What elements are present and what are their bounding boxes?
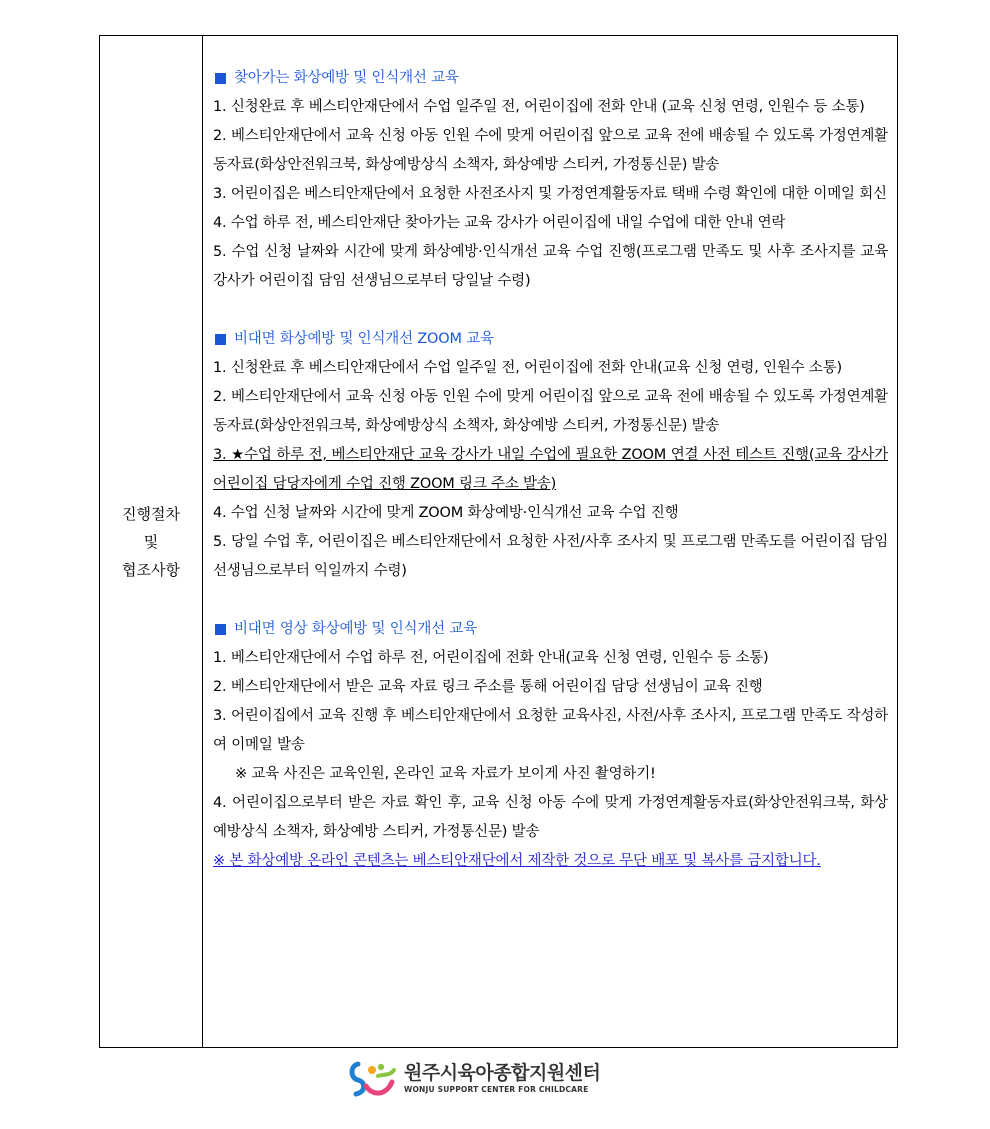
row-label-line-1: 진행절차 <box>122 504 180 523</box>
procedure-table <box>99 35 898 1048</box>
photo-note: ※ 교육 사진은 교육인원, 온라인 교육 자료가 보이게 사진 촬영하기! <box>235 766 656 782</box>
list-item: 2. 베스티안재단에서 받은 교육 자료 링크 주소를 통해 어린이집 담당 선생님이 교육 진행 <box>213 679 763 695</box>
list-item: 5. 당일 수업 후, 어린이집은 베스티안재단에서 요청한 사전/사후 조사지 및 프로그램 만족도를 어린이집 담임 선생님으로부터 익일까지 수령) <box>213 534 888 579</box>
row-label-line-2: 및 <box>143 532 159 551</box>
square-bullet-icon <box>215 624 226 635</box>
list-item: 1. 베스티안재단에서 수업 하루 전, 어린이집에 전화 안내(교육 신청 연령, 인원수 등 소통) <box>213 650 769 666</box>
list-item: 1. 신청완료 후 베스티안재단에서 수업 일주일 전, 어린이집에 전화 안내 (교육 신청 연령, 인원수 등 소통) <box>213 99 865 115</box>
section-title-video <box>213 615 888 644</box>
section-title-zoom <box>213 325 888 354</box>
row-label-line-3: 협조사항 <box>122 560 180 579</box>
copyright-notice: ※ 본 화상예방 온라인 콘텐츠는 베스티안재단에서 제작한 것으로 무단 배포 및 복사를 금지합니다. <box>213 853 821 869</box>
org-name-english: WONJU SUPPORT CENTER FOR CHILDCARE <box>404 1085 589 1094</box>
section-title-visiting <box>213 64 888 93</box>
row-label-cell <box>100 36 203 1047</box>
list-item: 2. 베스티안재단에서 교육 신청 아동 인원 수에 맞게 어린이집 앞으로 교육 전에 배송될 수 있도록 가정연계활동자료(화상안전워크북, 화상예방상식 소책자, 화상예방 스티커, 가정통신문) 발송 <box>213 389 888 434</box>
footer-logo <box>348 1056 600 1100</box>
list-item: 1. 신청완료 후 베스티안재단에서 수업 일주일 전, 어린이집에 전화 안내(교육 신청 연령, 인원수 소통) <box>213 360 842 376</box>
list-item: 5. 수업 신청 날짜와 시간에 맞게 화상예방·인식개선 교육 수업 진행(프로그램 만족도 및 사후 조사지를 교육 강사가 어린이집 담임 선생님으로부터 당일날 수령) <box>213 244 888 289</box>
list-item: 3. 어린이집에서 교육 진행 후 베스티안재단에서 요청한 교육사진, 사전/사후 조사지, 프로그램 만족도 작성하여 이메일 발송 <box>213 708 888 753</box>
list-item: 2. 베스티안재단에서 교육 신청 아동 인원 수에 맞게 어린이집 앞으로 교육 전에 배송될 수 있도록 가정연계활동자료(화상안전워크북, 화상예방상식 소책자, 화상예방 스티커, 가정통신문) 발송 <box>213 128 888 173</box>
procedure-content-cell <box>203 36 897 1047</box>
square-bullet-icon <box>215 334 226 345</box>
section-title-text: 찾아가는 화상예방 및 인식개선 교육 <box>234 70 459 86</box>
list-item-highlighted: 3. ★수업 하루 전, 베스티안재단 교육 강사가 내일 수업에 필요한 ZOOM 연결 사전 테스트 진행(교육 강사가 어린이집 담당자에게 수업 진행 ZOOM 링크 주소 발송) <box>213 447 888 492</box>
section-title-text: 비대면 화상예방 및 인식개선 ZOOM 교육 <box>234 331 494 347</box>
list-item: 3. 어린이집은 베스티안재단에서 요청한 사전조사지 및 가정연계활동자료 택배 수령 확인에 대한 이메일 회신 <box>213 186 887 202</box>
list-item: 4. 어린이집으로부터 받은 자료 확인 후, 교육 신청 아동 수에 맞게 가정연계활동자료(화상안전워크북, 화상 예방상식 소책자, 화상예방 스티커, 가정통신문) 발송 <box>213 795 888 840</box>
square-bullet-icon <box>215 73 226 84</box>
list-item: 4. 수업 하루 전, 베스티안재단 찾아가는 교육 강사가 어린이집에 내일 수업에 대한 안내 연락 <box>213 215 786 231</box>
childcare-center-logo-icon <box>348 1056 400 1100</box>
org-name-korean: 원주시육아종합지원센터 <box>404 1062 601 1084</box>
section-title-text: 비대면 영상 화상예방 및 인식개선 교육 <box>234 621 477 637</box>
list-item: 4. 수업 신청 날짜와 시간에 맞게 ZOOM 화상예방·인식개선 교육 수업 진행 <box>213 505 679 521</box>
